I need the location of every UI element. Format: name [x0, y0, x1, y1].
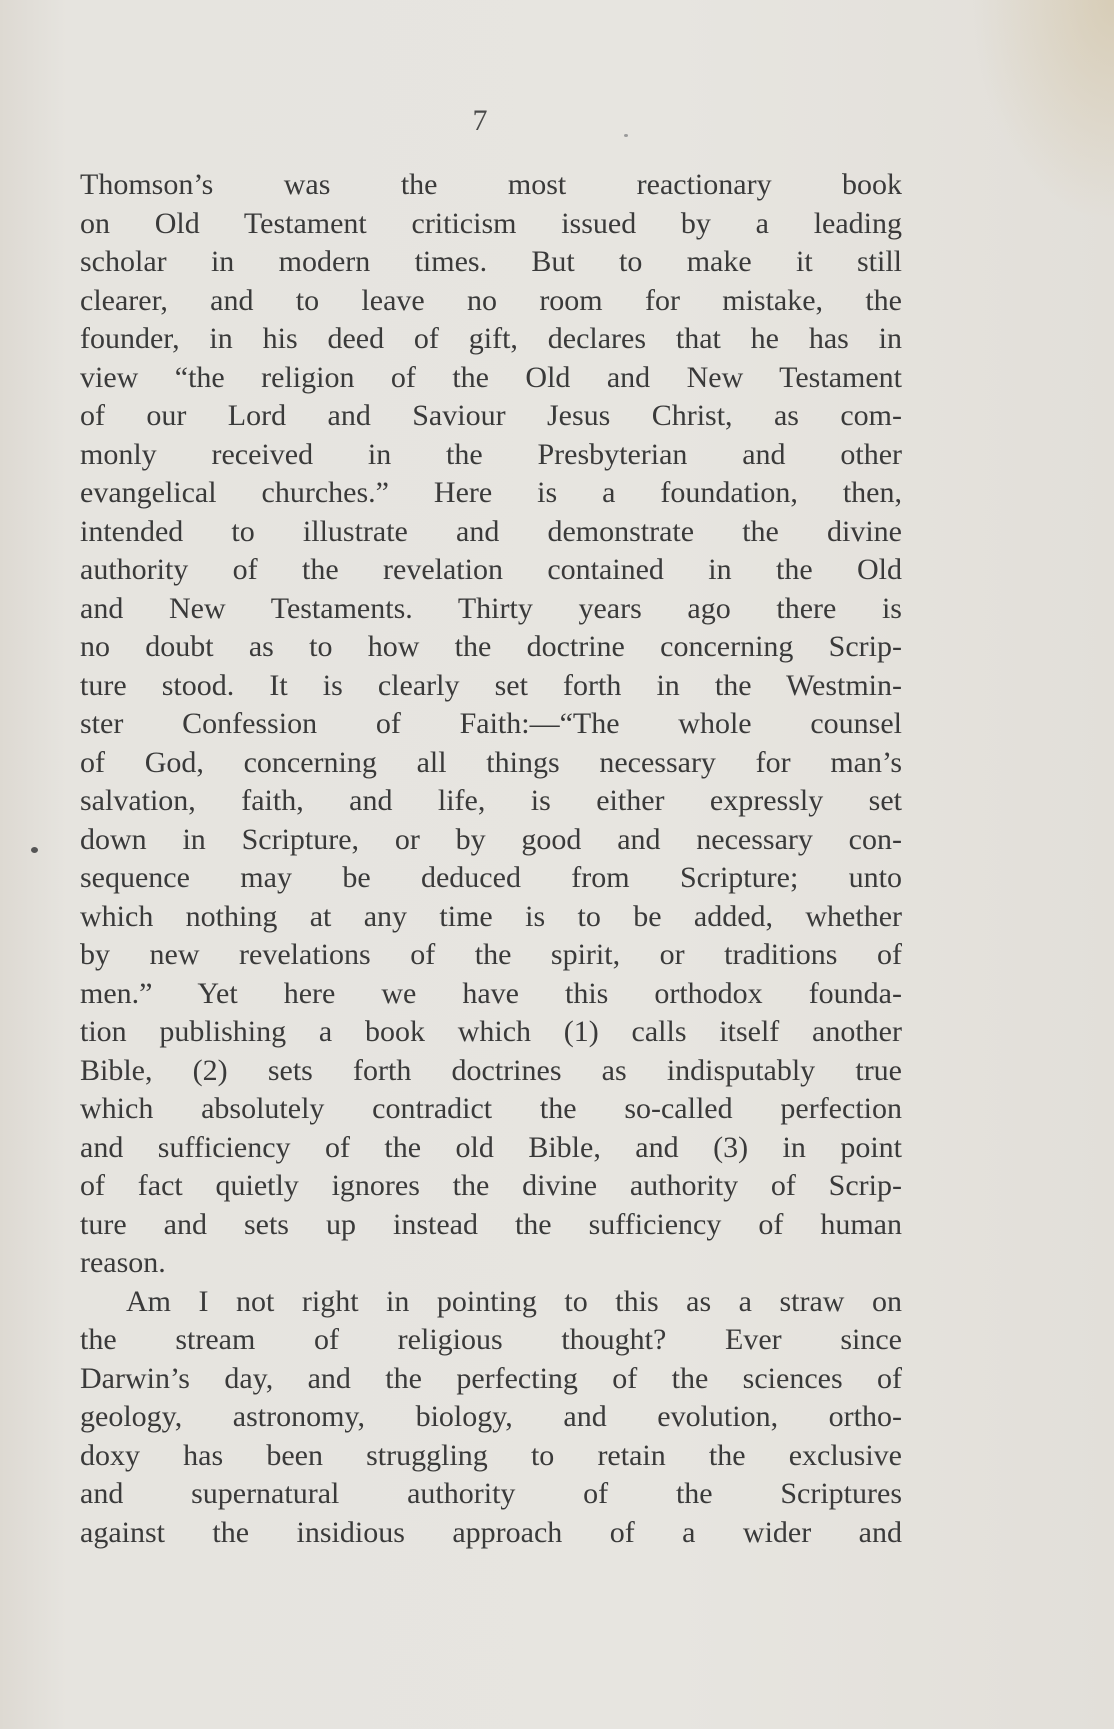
text-line: on Old Testament criticism issued by a leading: [80, 206, 902, 240]
text-line: authority of the revelation contained in the Old: [80, 553, 902, 586]
text-line: which nothing at any time is to be added, whether: [80, 899, 902, 933]
text-line: Bible, (2) sets forth doctrines as indisputably true: [80, 1053, 902, 1087]
text-line: which absolutely contradict the so-called perfection: [80, 1092, 902, 1125]
text-line: Am I not right in pointing to this as a straw on: [126, 1284, 902, 1318]
text-line: of God, concerning all things necessary for man’s: [80, 745, 902, 779]
text-line: reason.: [80, 1246, 166, 1279]
text-line: salvation, faith, and life, is either expressly set: [80, 784, 902, 817]
text-line: the stream of religious thought? Ever since: [80, 1323, 902, 1356]
text-line: no doubt as to how the doctrine concerning Scrip-: [80, 630, 902, 663]
print-speck: [624, 134, 628, 137]
text-line: monly received in the Presbyterian and other: [80, 437, 902, 471]
text-line: and New Testaments. Thirty years ago there is: [80, 591, 902, 625]
text-line: and supernatural authority of the Scriptures: [80, 1477, 902, 1510]
text-line: view “the religion of the Old and New Testament: [80, 360, 902, 394]
text-line: scholar in modern times. But to make it still: [80, 245, 902, 278]
text-line: clearer, and to leave no room for mistake, the: [80, 283, 902, 317]
text-line: by new revelations of the spirit, or traditions of: [80, 938, 902, 971]
text-line: sequence may be deduced from Scripture; unto: [80, 861, 902, 894]
text-line: geology, astronomy, biology, and evolution, ortho-: [80, 1400, 902, 1433]
page-number: 7: [472, 104, 488, 137]
text-line: and sufficiency of the old Bible, and (3) in point: [80, 1130, 902, 1164]
text-line: ture stood. It is clearly set forth in the Westmin-: [80, 668, 902, 702]
text-line: founder, in his deed of gift, declares that he has in: [80, 322, 902, 355]
text-line: ster Confession of Faith:—“The whole counsel: [80, 707, 902, 740]
text-line: intended to illustrate and demonstrate the divine: [80, 514, 902, 548]
text-line: of fact quietly ignores the divine authority of Scrip-: [80, 1169, 902, 1202]
text-line: men.” Yet here we have this orthodox founda-: [80, 976, 902, 1010]
text-line: down in Scripture, or by good and necessary con-: [80, 822, 902, 856]
text-line: ture and sets up instead the sufficiency of human: [80, 1207, 902, 1241]
text-line: Darwin’s day, and the perfecting of the sciences of: [80, 1361, 902, 1395]
text-line: doxy has been struggling to retain the exclusive: [80, 1438, 902, 1472]
text-line: against the insidious approach of a wider and: [80, 1515, 902, 1549]
text-line: Thomson’s was the most reactionary book: [80, 168, 902, 201]
text-line: tion publishing a book which (1) calls itself another: [80, 1015, 902, 1048]
body-text: [80, 166, 902, 1552]
text-line: evangelical churches.” Here is a foundation, then,: [80, 476, 902, 509]
text-line: of our Lord and Saviour Jesus Christ, as com-: [80, 399, 902, 432]
margin-mark: [31, 847, 38, 853]
